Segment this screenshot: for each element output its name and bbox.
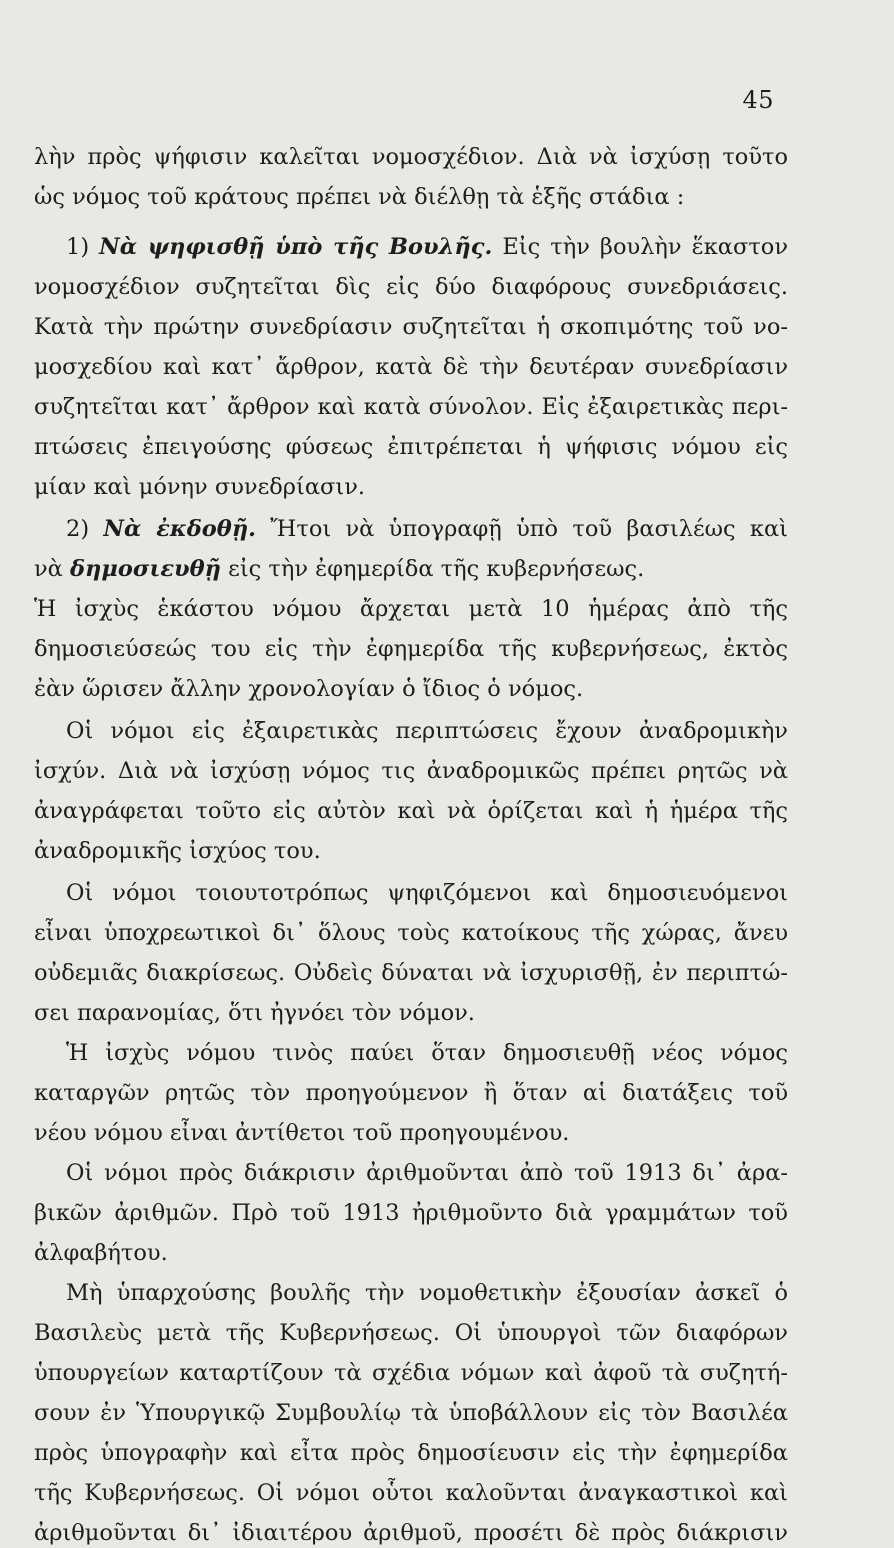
page-number: 45 — [742, 86, 774, 114]
text-line: σουν ἐν Ὑπουργικῷ Συμβουλίῳ τὰ ὑποβάλλουν εἰς τὸν Βασιλέα — [34, 1400, 788, 1426]
text-line: οὐδεμιᾶς διακρίσεως. Οὐδεὶς δύναται νὰ ἰσχυρισθῇ, ἐν περιπτώ- — [34, 960, 788, 986]
text-line: τῆς Κυβερνήσεως. Οἱ νόμοι οὗτοι καλοῦνται ἀναγκαστικοὶ καὶ — [34, 1480, 788, 1506]
text-line: πρὸς ὑπογραφὴν καὶ εἶτα πρὸς δημοσίευσιν εἰς τὴν ἐφημερίδα — [34, 1440, 788, 1466]
text-line: Ἡ ἰσχὺς νόμου τινὸς παύει ὅταν δημοσιευθῇ νέος νόμος — [66, 1040, 788, 1066]
text-line: εἶναι ὑποχρεωτικοὶ δι᾽ ὅλους τοὺς κατοίκους τῆς χώρας, ἄνευ — [34, 920, 788, 946]
text-line — [66, 232, 788, 262]
line-rest: εἰς τὴν ἐφημερίδα τῆς κυβερνήσεως. — [221, 556, 645, 582]
text-line: ἐὰν ὥρισεν ἄλλην χρονολογίαν ὁ ἴδιος ὁ νόμος. — [34, 676, 584, 702]
text-line: Μὴ ὑπαρχούσης βουλῆς τὴν νομοθετικὴν ἐξουσίαν ἀσκεῖ ὁ — [66, 1280, 788, 1306]
text-line: λὴν πρὸς ψήφισιν καλεῖται νομοσχέδιον. Διὰ νὰ ἰσχύσῃ τοῦτο — [34, 144, 788, 170]
text-line: συζητεῖται κατ᾽ ἄρθρον καὶ κατὰ σύνολον. Εἰς ἐξαιρετικὰς περι- — [34, 394, 788, 420]
text-line: Οἱ νόμοι εἰς ἐξαιρετικὰς περιπτώσεις ἔχουν ἀναδρομικὴν — [66, 718, 788, 744]
text-line — [66, 514, 788, 544]
text-line: πτώσεις ἐπειγούσης φύσεως ἐπιτρέπεται ἡ ψήφισις νόμου εἰς — [34, 434, 788, 460]
text-line: νέου νόμου εἶναι ἀντίθετοι τοῦ προηγουμένου. — [34, 1120, 570, 1146]
emphasized-heading: Νὰ ἐκδοθῇ. — [103, 516, 257, 542]
list-number: 2) — [66, 516, 104, 542]
text-line: Οἱ νόμοι τοιουτοτρόπως ψηφιζόμενοι καὶ δημοσιευόμενοι — [66, 880, 788, 906]
text-line: ὑπουργείων καταρτίζουν τὰ σχέδια νόμων καὶ ἀφοῦ τὰ συζητή- — [34, 1360, 788, 1386]
list-number: 1) — [66, 234, 100, 260]
emphasized-heading: Νὰ ψηφισθῇ ὑπὸ τῆς Βουλῆς. — [99, 234, 493, 260]
text-line: ὡς νόμος τοῦ κράτους πρέπει νὰ διέλθῃ τὰ ἑξῆς στάδια : — [34, 184, 685, 210]
text-line: ἀναγράφεται τοῦτο εἰς αὐτὸν καὶ νὰ ὁρίζεται καὶ ἡ ἡμέρα τῆς — [34, 798, 788, 824]
text-line: ἀριθμοῦνται δι᾽ ἰδιαιτέρου ἀριθμοῦ, προσέτι δὲ πρὸς διάκρισιν — [34, 1520, 788, 1546]
line-rest: Ἤτοι νὰ ὑπογραφῇ ὑπὸ τοῦ βασιλέως καὶ — [256, 516, 788, 542]
text-line: Κατὰ τὴν πρώτην συνεδρίασιν συζητεῖται ἡ σκοπιμότης τοῦ νο- — [34, 314, 788, 340]
text-line: Βασιλεὺς μετὰ τῆς Κυβερνήσεως. Οἱ ὑπουργοὶ τῶν διαφόρων — [34, 1320, 788, 1346]
text-line: καταργῶν ρητῶς τὸν προηγούμενον ἢ ὅταν αἱ διατάξεις τοῦ — [34, 1080, 788, 1106]
emphasized-word: δημοσιευθῇ — [70, 556, 222, 582]
text-line: Οἱ νόμοι πρὸς διάκρισιν ἀριθμοῦνται ἀπὸ τοῦ 1913 δι᾽ ἀρα- — [66, 1160, 788, 1186]
text-line: ἀναδρομικῆς ἰσχύος του. — [34, 838, 321, 864]
text-line: βικῶν ἀριθμῶν. Πρὸ τοῦ 1913 ἠριθμοῦντο διὰ γραμμάτων τοῦ — [34, 1200, 788, 1226]
line-rest: Εἰς τὴν βουλὴν ἕκαστον — [492, 234, 788, 260]
line-prefix: νὰ — [34, 556, 71, 582]
text-line: σει παρανομίας, ὅτι ἠγνόει τὸν νόμον. — [34, 1000, 475, 1026]
text-line: Ἡ ἰσχὺς ἑκάστου νόμου ἄρχεται μετὰ 10 ἡμέρας ἀπὸ τῆς — [34, 596, 788, 622]
text-line: ἀλφαβήτου. — [34, 1240, 168, 1266]
text-line: μοσχεδίου καὶ κατ᾽ ἄρθρον, κατὰ δὲ τὴν δευτέραν συνεδρίασιν — [34, 354, 788, 380]
text-line: μίαν καὶ μόνην συνεδρίασιν. — [34, 474, 366, 500]
text-line: ἰσχύν. Διὰ νὰ ἰσχύσῃ νόμος τις ἀναδρομικῶς πρέπει ρητῶς νὰ — [34, 758, 788, 784]
text-line: νομοσχέδιον συζητεῖται δὶς εἰς δύο διαφόρους συνεδριάσεις. — [34, 274, 788, 300]
text-line — [34, 554, 788, 584]
text-line: δημοσιεύσεώς του εἰς τὴν ἐφημερίδα τῆς κυβερνήσεως, ἐκτὸς — [34, 636, 788, 662]
